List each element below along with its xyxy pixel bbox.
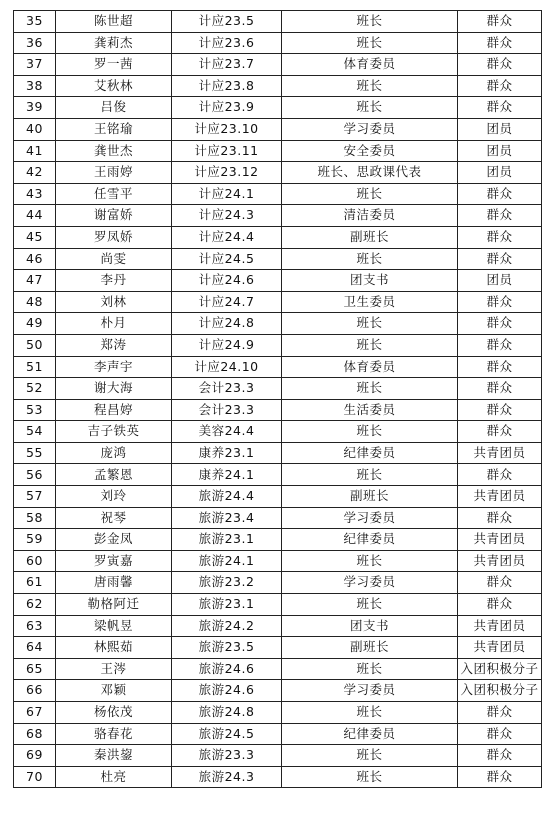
position-cell: 学习委员: [282, 680, 458, 702]
student-name-cell: 林熙茹: [56, 637, 172, 659]
class-cell: 康养24.1: [172, 464, 282, 486]
table-row: [14, 594, 542, 616]
political-status-cell: 群众: [458, 75, 542, 97]
class-cell: 旅游23.2: [172, 572, 282, 594]
table-row: [14, 464, 542, 486]
position-cell: 班长: [282, 313, 458, 335]
table-row: [14, 334, 542, 356]
class-cell: 美容24.4: [172, 421, 282, 443]
political-status-cell: 群众: [458, 11, 542, 33]
student-name-cell: 王雨婷: [56, 162, 172, 184]
student-name-cell: 程昌婷: [56, 399, 172, 421]
political-status-cell: 群众: [458, 205, 542, 227]
position-cell: 团支书: [282, 270, 458, 292]
class-cell: 计应24.10: [172, 356, 282, 378]
row-number-cell: 43: [14, 183, 56, 205]
student-name-cell: 彭金凤: [56, 529, 172, 551]
position-cell: 副班长: [282, 637, 458, 659]
table-row: [14, 702, 542, 724]
student-name-cell: 罗一茜: [56, 54, 172, 76]
table-row: [14, 615, 542, 637]
row-number-cell: 59: [14, 529, 56, 551]
class-cell: 计应23.8: [172, 75, 282, 97]
row-number-cell: 48: [14, 291, 56, 313]
political-status-cell: 团员: [458, 118, 542, 140]
position-cell: 班长: [282, 745, 458, 767]
roster-table: [13, 10, 542, 788]
row-number-cell: 52: [14, 378, 56, 400]
position-cell: 班长: [282, 75, 458, 97]
class-cell: 旅游23.4: [172, 507, 282, 529]
class-cell: 计应24.1: [172, 183, 282, 205]
position-cell: 班长: [282, 658, 458, 680]
position-cell: 纪律委员: [282, 723, 458, 745]
political-status-cell: 共青团员: [458, 486, 542, 508]
class-cell: 旅游24.5: [172, 723, 282, 745]
row-number-cell: 68: [14, 723, 56, 745]
row-number-cell: 38: [14, 75, 56, 97]
political-status-cell: 团员: [458, 270, 542, 292]
class-cell: 计应23.9: [172, 97, 282, 119]
political-status-cell: 入团积极分子: [458, 680, 542, 702]
student-name-cell: 骆春花: [56, 723, 172, 745]
position-cell: 清洁委员: [282, 205, 458, 227]
political-status-cell: 群众: [458, 507, 542, 529]
table-row: [14, 183, 542, 205]
row-number-cell: 50: [14, 334, 56, 356]
position-cell: 副班长: [282, 226, 458, 248]
position-cell: 生活委员: [282, 399, 458, 421]
table-row: [14, 97, 542, 119]
position-cell: 学习委员: [282, 118, 458, 140]
row-number-cell: 47: [14, 270, 56, 292]
student-name-cell: 杜亮: [56, 766, 172, 788]
political-status-cell: 共青团员: [458, 442, 542, 464]
position-cell: 团支书: [282, 615, 458, 637]
student-name-cell: 勒格阿迁: [56, 594, 172, 616]
political-status-cell: 群众: [458, 464, 542, 486]
table-row: [14, 205, 542, 227]
student-name-cell: 尚雯: [56, 248, 172, 270]
political-status-cell: 团员: [458, 162, 542, 184]
row-number-cell: 69: [14, 745, 56, 767]
political-status-cell: 群众: [458, 248, 542, 270]
class-cell: 计应24.8: [172, 313, 282, 335]
student-name-cell: 罗凤娇: [56, 226, 172, 248]
class-cell: 旅游24.2: [172, 615, 282, 637]
row-number-cell: 39: [14, 97, 56, 119]
class-cell: 会计23.3: [172, 378, 282, 400]
student-name-cell: 朴月: [56, 313, 172, 335]
class-cell: 计应24.6: [172, 270, 282, 292]
row-number-cell: 55: [14, 442, 56, 464]
table-row: [14, 378, 542, 400]
student-name-cell: 任雪平: [56, 183, 172, 205]
student-name-cell: 梁帆昱: [56, 615, 172, 637]
position-cell: 班长: [282, 702, 458, 724]
row-number-cell: 41: [14, 140, 56, 162]
student-name-cell: 李声宇: [56, 356, 172, 378]
table-row: [14, 529, 542, 551]
class-cell: 旅游23.3: [172, 745, 282, 767]
class-cell: 计应24.3: [172, 205, 282, 227]
position-cell: 班长: [282, 248, 458, 270]
student-name-cell: 郑涛: [56, 334, 172, 356]
student-name-cell: 孟繁恩: [56, 464, 172, 486]
political-status-cell: 群众: [458, 399, 542, 421]
table-row: [14, 572, 542, 594]
row-number-cell: 62: [14, 594, 56, 616]
political-status-cell: 入团积极分子: [458, 658, 542, 680]
table-row: [14, 54, 542, 76]
class-cell: 计应23.7: [172, 54, 282, 76]
position-cell: 班长: [282, 378, 458, 400]
table-row: [14, 442, 542, 464]
political-status-cell: 群众: [458, 723, 542, 745]
political-status-cell: 群众: [458, 97, 542, 119]
table-row: [14, 32, 542, 54]
table-row: [14, 550, 542, 572]
table-row: [14, 313, 542, 335]
political-status-cell: 共青团员: [458, 637, 542, 659]
position-cell: 班长: [282, 594, 458, 616]
political-status-cell: 群众: [458, 378, 542, 400]
position-cell: 班长: [282, 766, 458, 788]
row-number-cell: 64: [14, 637, 56, 659]
table-row: [14, 399, 542, 421]
political-status-cell: 共青团员: [458, 550, 542, 572]
class-cell: 计应24.5: [172, 248, 282, 270]
student-name-cell: 吕俊: [56, 97, 172, 119]
table-row: [14, 140, 542, 162]
student-name-cell: 杨依茂: [56, 702, 172, 724]
table-row: [14, 680, 542, 702]
position-cell: 班长: [282, 550, 458, 572]
political-status-cell: 群众: [458, 291, 542, 313]
table-row: [14, 507, 542, 529]
position-cell: 班长: [282, 97, 458, 119]
position-cell: 安全委员: [282, 140, 458, 162]
class-cell: 旅游24.3: [172, 766, 282, 788]
class-cell: 康养23.1: [172, 442, 282, 464]
table-row: [14, 766, 542, 788]
student-name-cell: 庞鸿: [56, 442, 172, 464]
table-row: [14, 162, 542, 184]
table-row: [14, 658, 542, 680]
row-number-cell: 61: [14, 572, 56, 594]
position-cell: 班长、思政课代表: [282, 162, 458, 184]
table-row: [14, 118, 542, 140]
row-number-cell: 45: [14, 226, 56, 248]
table-row: [14, 291, 542, 313]
student-name-cell: 刘林: [56, 291, 172, 313]
student-name-cell: 唐雨馨: [56, 572, 172, 594]
student-name-cell: 罗寅嘉: [56, 550, 172, 572]
roster-body: [14, 11, 542, 788]
row-number-cell: 53: [14, 399, 56, 421]
position-cell: 卫生委员: [282, 291, 458, 313]
table-row: [14, 75, 542, 97]
political-status-cell: 群众: [458, 594, 542, 616]
class-cell: 计应23.10: [172, 118, 282, 140]
political-status-cell: 群众: [458, 356, 542, 378]
row-number-cell: 40: [14, 118, 56, 140]
student-name-cell: 祝琴: [56, 507, 172, 529]
class-cell: 计应23.6: [172, 32, 282, 54]
political-status-cell: 群众: [458, 32, 542, 54]
row-number-cell: 35: [14, 11, 56, 33]
position-cell: 副班长: [282, 486, 458, 508]
row-number-cell: 67: [14, 702, 56, 724]
student-name-cell: 吉子铁英: [56, 421, 172, 443]
row-number-cell: 63: [14, 615, 56, 637]
position-cell: 班长: [282, 421, 458, 443]
student-name-cell: 龚世杰: [56, 140, 172, 162]
row-number-cell: 36: [14, 32, 56, 54]
political-status-cell: 群众: [458, 745, 542, 767]
political-status-cell: 群众: [458, 183, 542, 205]
class-cell: 旅游24.6: [172, 680, 282, 702]
row-number-cell: 37: [14, 54, 56, 76]
table-row: [14, 486, 542, 508]
table-row: [14, 637, 542, 659]
class-cell: 旅游24.1: [172, 550, 282, 572]
row-number-cell: 56: [14, 464, 56, 486]
table-row: [14, 745, 542, 767]
position-cell: 学习委员: [282, 572, 458, 594]
table-row: [14, 723, 542, 745]
row-number-cell: 58: [14, 507, 56, 529]
position-cell: 班长: [282, 464, 458, 486]
political-status-cell: 共青团员: [458, 615, 542, 637]
political-status-cell: 群众: [458, 572, 542, 594]
class-cell: 旅游24.6: [172, 658, 282, 680]
political-status-cell: 群众: [458, 702, 542, 724]
row-number-cell: 54: [14, 421, 56, 443]
table-row: [14, 270, 542, 292]
student-name-cell: 秦洪鋆: [56, 745, 172, 767]
student-name-cell: 王涔: [56, 658, 172, 680]
class-cell: 计应23.12: [172, 162, 282, 184]
class-cell: 旅游24.8: [172, 702, 282, 724]
class-cell: 计应24.4: [172, 226, 282, 248]
row-number-cell: 66: [14, 680, 56, 702]
row-number-cell: 60: [14, 550, 56, 572]
class-cell: 计应23.5: [172, 11, 282, 33]
class-cell: 旅游23.1: [172, 594, 282, 616]
political-status-cell: 共青团员: [458, 529, 542, 551]
table-row: [14, 356, 542, 378]
position-cell: 班长: [282, 11, 458, 33]
row-number-cell: 65: [14, 658, 56, 680]
row-number-cell: 44: [14, 205, 56, 227]
student-name-cell: 邓颖: [56, 680, 172, 702]
position-cell: 体育委员: [282, 356, 458, 378]
student-name-cell: 艾秋林: [56, 75, 172, 97]
class-cell: 计应24.9: [172, 334, 282, 356]
political-status-cell: 群众: [458, 54, 542, 76]
row-number-cell: 57: [14, 486, 56, 508]
row-number-cell: 46: [14, 248, 56, 270]
student-name-cell: 谢富娇: [56, 205, 172, 227]
position-cell: 班长: [282, 183, 458, 205]
row-number-cell: 70: [14, 766, 56, 788]
class-cell: 旅游24.4: [172, 486, 282, 508]
class-cell: 计应24.7: [172, 291, 282, 313]
position-cell: 班长: [282, 334, 458, 356]
row-number-cell: 51: [14, 356, 56, 378]
table-row: [14, 226, 542, 248]
student-name-cell: 刘玲: [56, 486, 172, 508]
table-row: [14, 421, 542, 443]
class-cell: 会计23.3: [172, 399, 282, 421]
position-cell: 纪律委员: [282, 529, 458, 551]
political-status-cell: 群众: [458, 766, 542, 788]
political-status-cell: 群众: [458, 226, 542, 248]
position-cell: 学习委员: [282, 507, 458, 529]
position-cell: 纪律委员: [282, 442, 458, 464]
political-status-cell: 群众: [458, 313, 542, 335]
political-status-cell: 群众: [458, 421, 542, 443]
position-cell: 班长: [282, 32, 458, 54]
student-name-cell: 李丹: [56, 270, 172, 292]
position-cell: 体育委员: [282, 54, 458, 76]
class-cell: 旅游23.5: [172, 637, 282, 659]
student-name-cell: 王铭瑜: [56, 118, 172, 140]
table-row: [14, 11, 542, 33]
row-number-cell: 49: [14, 313, 56, 335]
student-name-cell: 谢大海: [56, 378, 172, 400]
table-row: [14, 248, 542, 270]
political-status-cell: 团员: [458, 140, 542, 162]
class-cell: 计应23.11: [172, 140, 282, 162]
student-name-cell: 龚莉杰: [56, 32, 172, 54]
row-number-cell: 42: [14, 162, 56, 184]
student-name-cell: 陈世超: [56, 11, 172, 33]
political-status-cell: 群众: [458, 334, 542, 356]
class-cell: 旅游23.1: [172, 529, 282, 551]
